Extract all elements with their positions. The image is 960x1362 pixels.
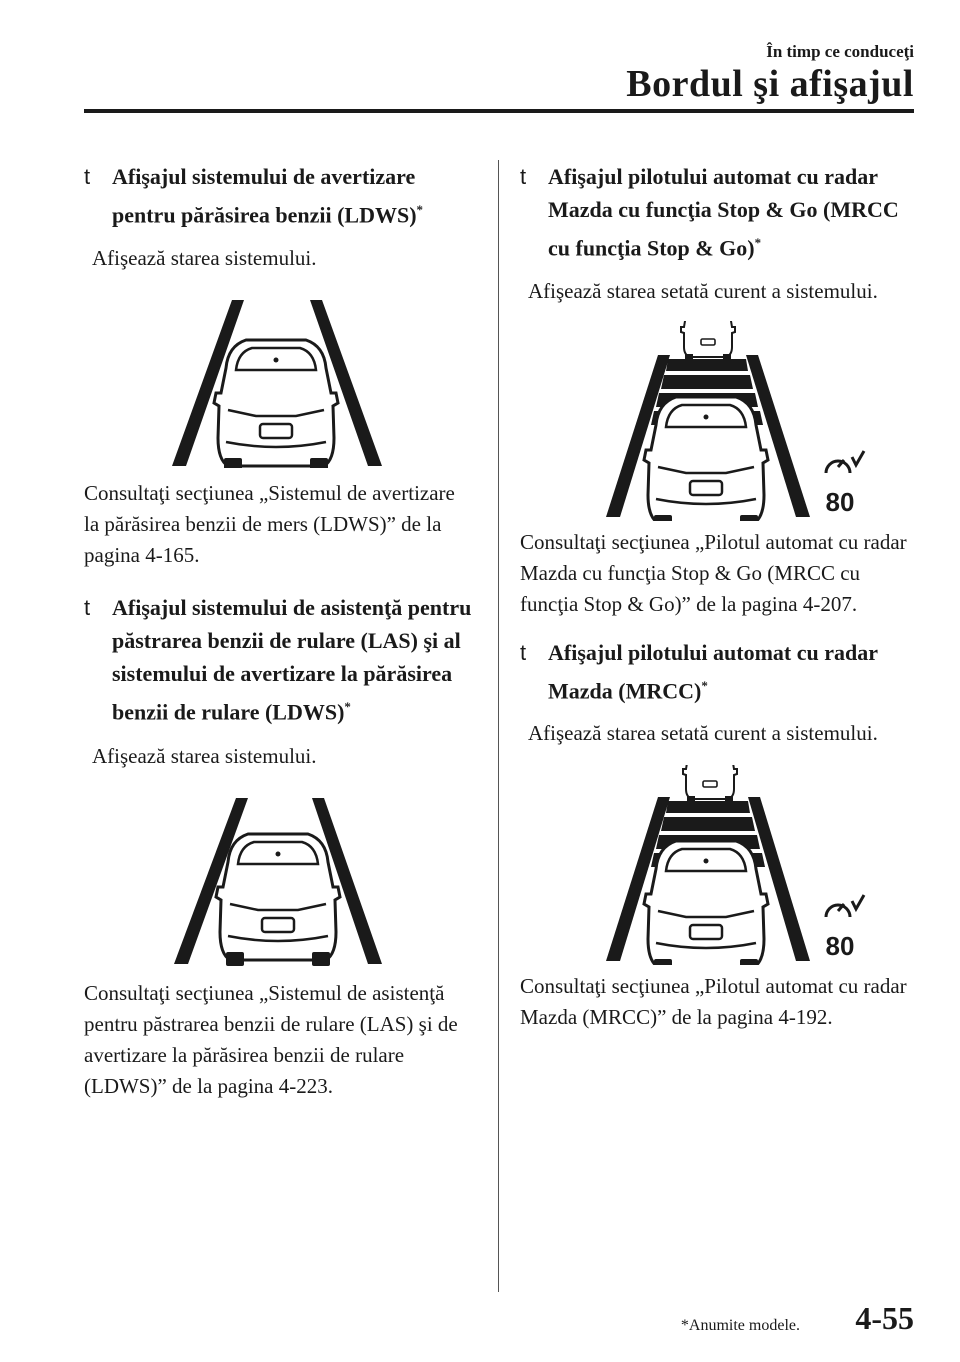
- section-reference: Consultaţi secţiunea „Pilotul automat cu radar Mazda (MRCC)” de la pagina 4-192.: [520, 973, 907, 1029]
- heading-text: Afişajul sistemului de asistenţă pentru păstrarea benzii de rulare (LAS) şi al sistemului de avertizare la părăsirea benzii de rulare (LDWS): [112, 595, 472, 725]
- own-vehicle-icon: [644, 841, 768, 965]
- speedometer-icon: [826, 895, 864, 917]
- bullet-marker: t: [84, 164, 91, 189]
- own-vehicle-icon: [644, 397, 768, 521]
- page-title: Bordul şi afişajul: [626, 63, 914, 105]
- section-heading: [520, 636, 910, 707]
- bullet-marker: t: [520, 164, 527, 189]
- section-intro: Afişează starea sistemului.: [92, 246, 317, 271]
- right-column: [520, 160, 910, 1033]
- bullet-marker: t: [520, 640, 527, 666]
- speedometer-icon: [826, 451, 864, 473]
- section-reference: Consultaţi secţiunea „Sistemul de asistenţă pentru păstrarea benzii de rulare (LAS) şi de avertizare la părăsirea benzii de rulare (LDWS)” de la pagina 4-223.: [84, 980, 458, 1098]
- section-las-ldws: [84, 591, 474, 1101]
- section-intro: Afişează starea setată curent a sistemului.: [528, 720, 878, 745]
- section-mrcc-stop-go: [520, 160, 910, 620]
- vehicle-icon: [214, 340, 338, 468]
- footnote: *Anumite modele.: [680, 1317, 800, 1334]
- las-ldws-figure: [84, 788, 474, 968]
- section-intro: Afişează starea setată curent a sistemului.: [528, 279, 878, 304]
- header-divider: [84, 109, 914, 113]
- column-divider: [498, 160, 499, 1292]
- lead-vehicle-icon: [683, 765, 737, 802]
- heading-text: Afişajul pilotului automat cu radar Mazda cu funcţia Stop & Go (MRCC cu funcţia Stop & Go): [548, 164, 899, 261]
- asterisk-marker: *: [344, 699, 351, 715]
- distance-bar: [666, 359, 748, 371]
- section-mrcc: [520, 636, 910, 1032]
- heading-text: Afişajul pilotului automat cu radar Mazda (MRCC): [548, 640, 878, 704]
- section-heading: [84, 160, 474, 231]
- mrcc-figure: [520, 765, 910, 965]
- section-intro: Afişează starea sistemului.: [92, 743, 317, 768]
- asterisk-marker: *: [701, 678, 708, 694]
- left-column: [84, 160, 474, 1102]
- section-reference: Consultaţi secţiunea „Sistemul de avertizare la părăsirea benzii de mers (LDWS)” de la pagina 4-165.: [84, 481, 455, 568]
- section-heading: [520, 160, 910, 264]
- page-number: 4-55: [855, 1300, 914, 1336]
- section-heading: [84, 591, 474, 728]
- bullet-marker: t: [84, 595, 91, 621]
- section-reference: Consultaţi secţiunea „Pilotul automat cu radar Mazda cu funcţia Stop & Go (MRCC cu funcţia Stop & Go)” de la pagina 4-207.: [520, 530, 907, 617]
- distance-bar: [661, 375, 753, 389]
- set-speed: 80: [825, 487, 855, 518]
- mrcc-stop-go-figure: [520, 321, 910, 521]
- distance-bar: [661, 817, 755, 831]
- vehicle-icon: [216, 834, 340, 966]
- asterisk-marker: *: [754, 235, 762, 250]
- chapter-title: În timp ce conduceţi: [766, 42, 914, 61]
- set-speed: 80: [825, 930, 855, 961]
- heading-text: Afişajul sistemului de avertizare pentru părăsirea benzii (LDWS): [112, 164, 417, 228]
- section-ldws: [84, 160, 474, 571]
- distance-bar: [666, 801, 750, 813]
- asterisk-marker: *: [416, 202, 424, 217]
- lead-vehicle-icon: [681, 321, 735, 360]
- ldws-figure: [84, 288, 474, 468]
